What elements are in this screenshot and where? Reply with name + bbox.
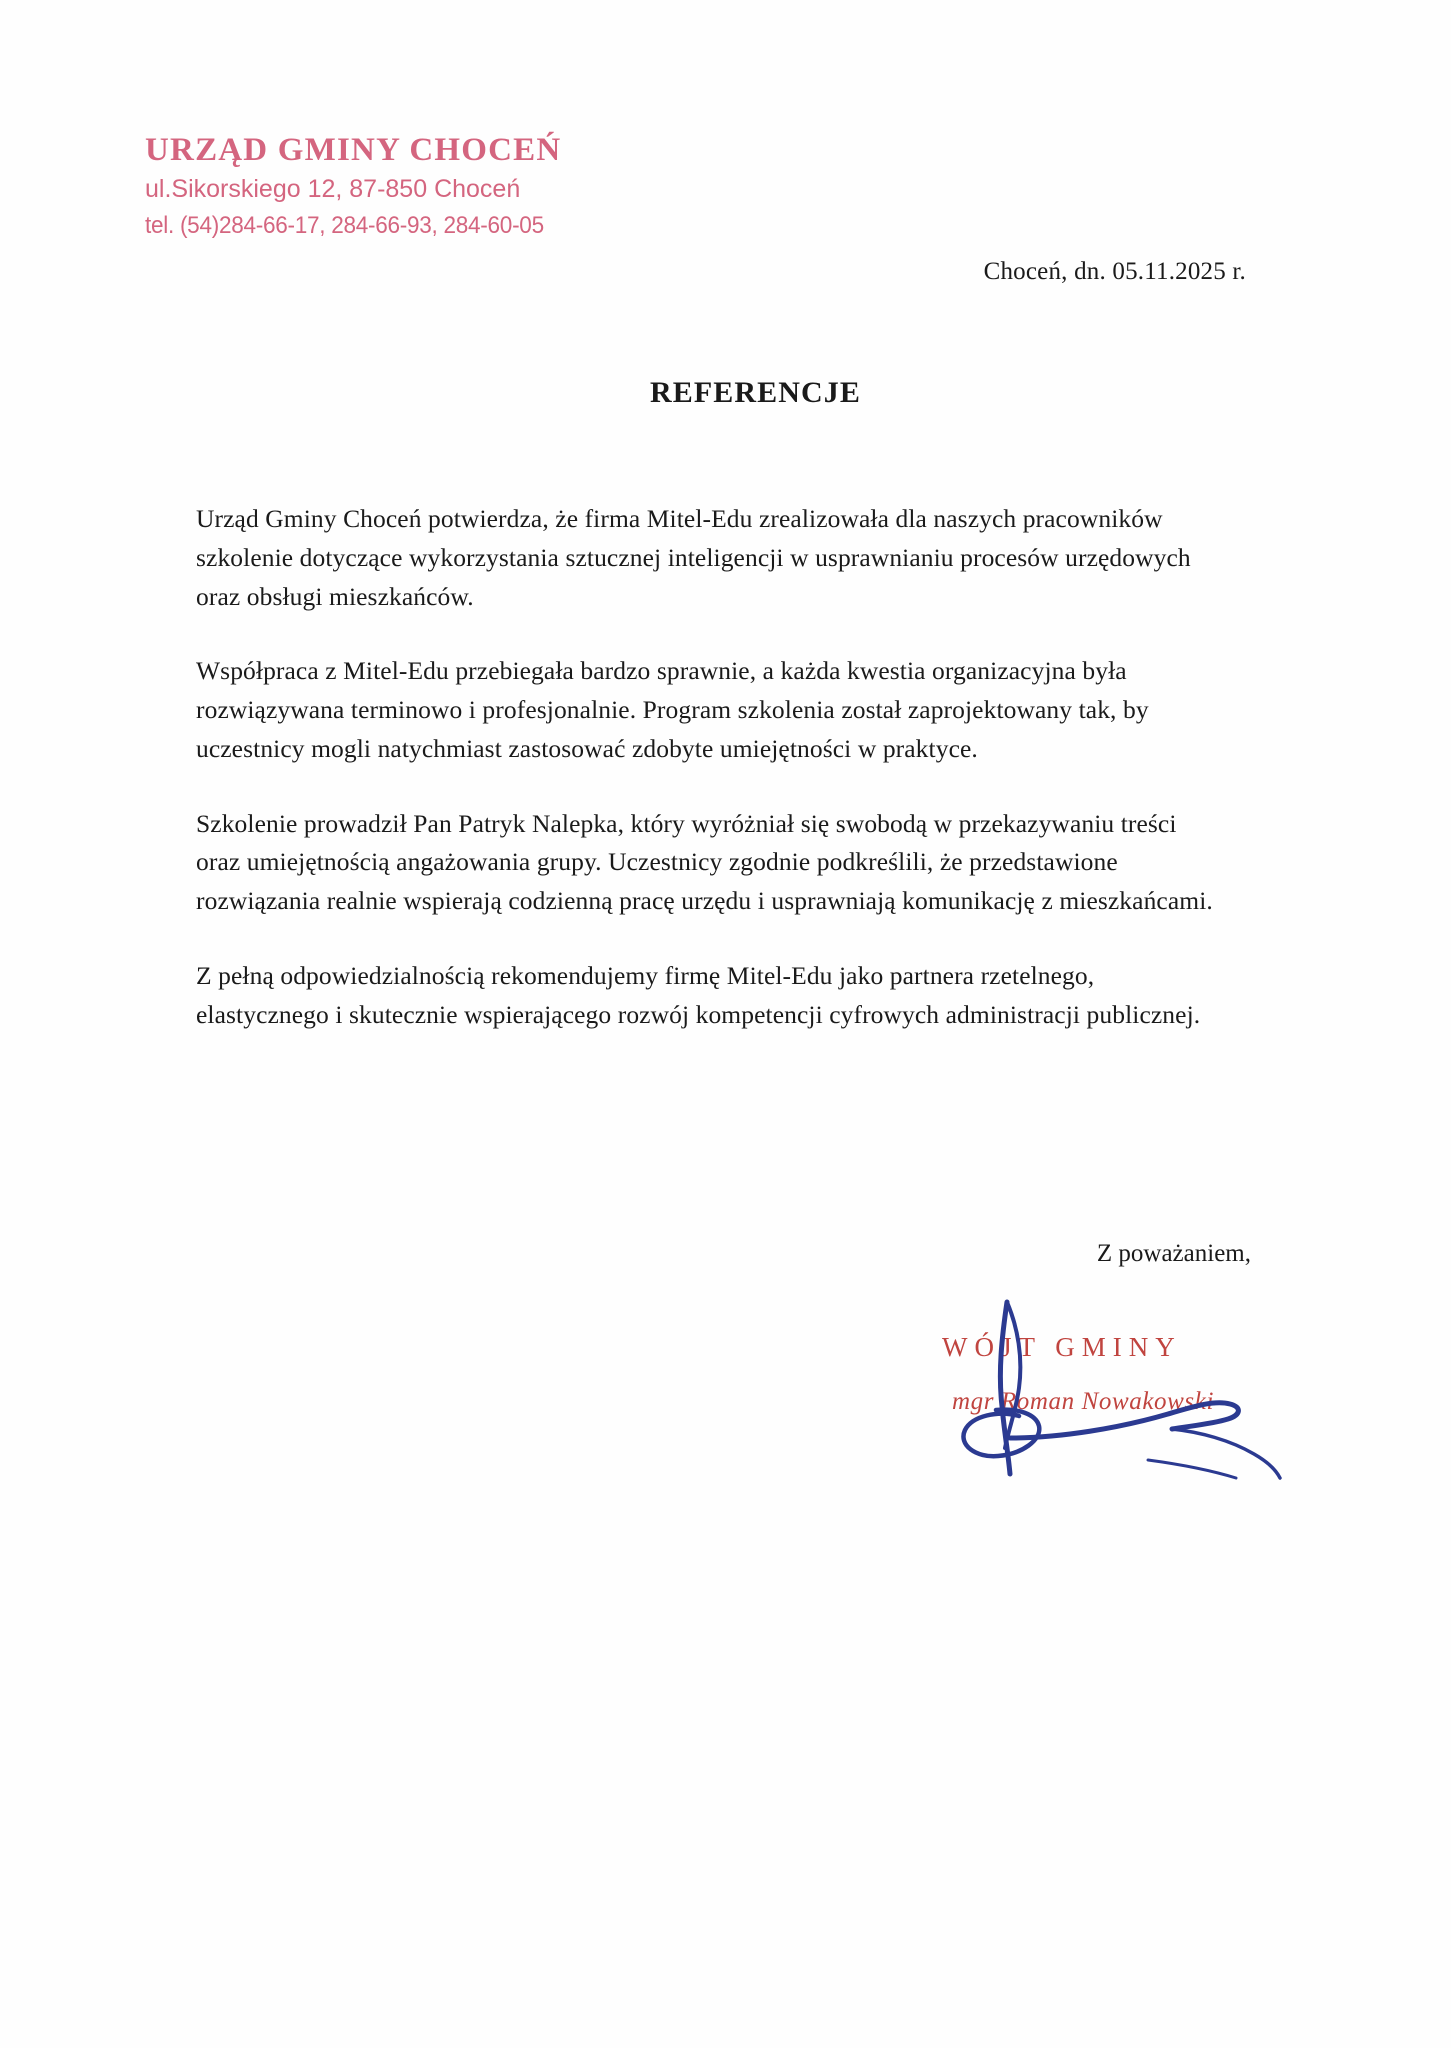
letterhead-organization: URZĄD GMINY CHOCEŃ <box>145 132 562 168</box>
paragraph-4: Z pełną odpowiedzialnością rekomendujemy firmę Mitel-Edu jako partnera rzetelnego, elastycznego i skutecznie wspierającego rozwój kompetencji cyfrowych administracji publicznej. <box>196 960 1201 1029</box>
paragraph-3: Szkolenie prowadził Pan Patryk Nalepka, który wyróżniał się swobodą w przekazywaniu treści oraz umiejętnością angażowania grupy. Uczestnicy zgodnie podkreślili, że przedstawione rozwiązania realnie wspierają codzienną pracę urzędu i usprawniają komunikację z mieszkańcami. <box>196 808 1213 915</box>
letter-body <box>196 500 1216 1070</box>
closing-salutation: Z poważaniem, <box>1096 1240 1251 1267</box>
stamp-name: mgr Roman Nowakowski <box>952 1388 1214 1415</box>
page-title: REFERENCJE <box>649 376 862 409</box>
stamp-title: WÓJT GMINY <box>942 1332 1182 1362</box>
letterhead <box>145 132 705 240</box>
signature-block <box>930 1310 1330 1480</box>
paragraph-1: Urząd Gminy Choceń potwierdza, że firma Mitel-Edu zrealizowała dla naszych pracowników szkolenie dotyczące wykorzystania sztucznej inteligencji w usprawnianiu procesów urzędowych oraz obsługi mieszkańców. <box>196 504 1191 611</box>
date-line: Choceń, dn. 05.11.2025 r. <box>983 258 1246 285</box>
paragraph-2: Współpraca z Mitel-Edu przebiegała bardzo sprawnie, a każda kwestia organizacyjna była rozwiązywana terminowo i profesjonalnie. Program szkolenia został zaprojektowany tak, by uczestnicy mogli natychmiast zastosować zdobyte umiejętności w praktyce. <box>196 656 1149 763</box>
letterhead-address: ul.Sikorskiego 12, 87-850 Choceń <box>145 174 521 203</box>
letterhead-phone: tel. (54)284-66-17, 284-66-93, 284-60-05 <box>145 211 544 239</box>
